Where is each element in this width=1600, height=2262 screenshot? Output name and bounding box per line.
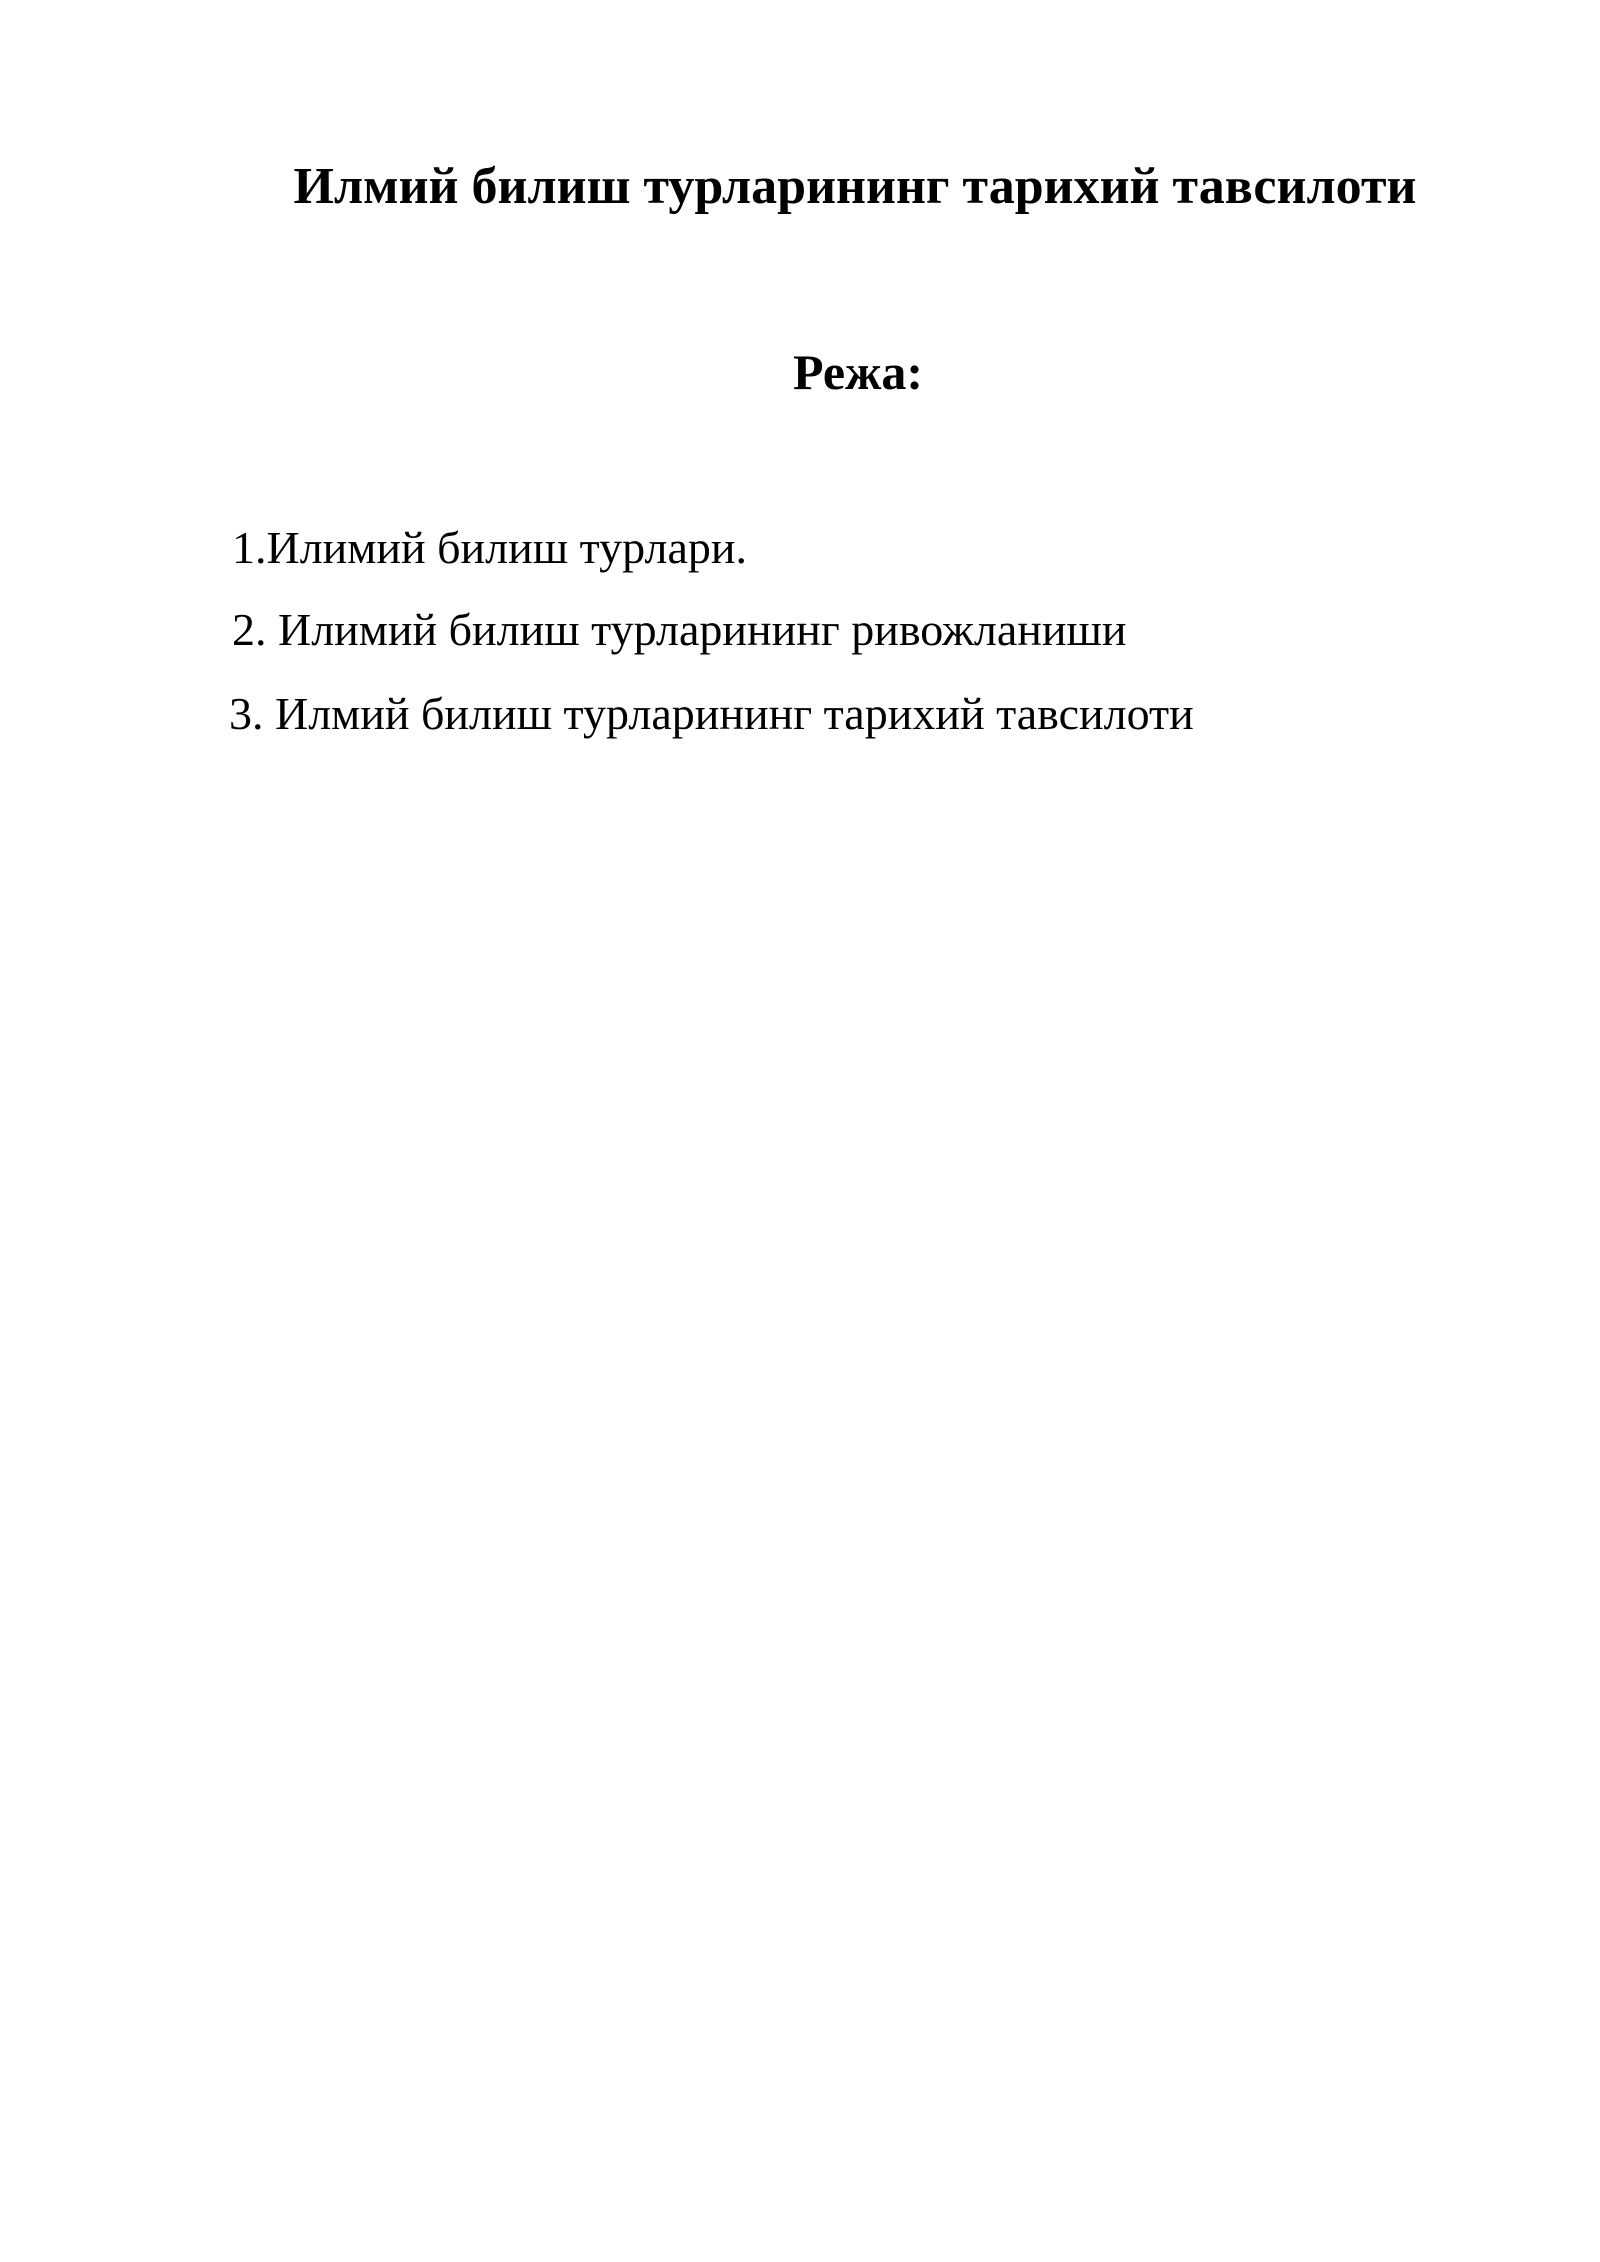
plan-heading: Режа: [793, 344, 923, 400]
document-title: Илмий билиш турларининг тарихий тавсилоти [293, 158, 1417, 215]
plan-item-1: 1.Илимий билиш турлари. [232, 522, 748, 573]
plan-item-2: 2. Илимий билиш турларининг ривожланиши [232, 604, 1127, 655]
plan-item-3: 3. Илмий билиш турларининг тарихий тавсилоти [229, 688, 1194, 739]
